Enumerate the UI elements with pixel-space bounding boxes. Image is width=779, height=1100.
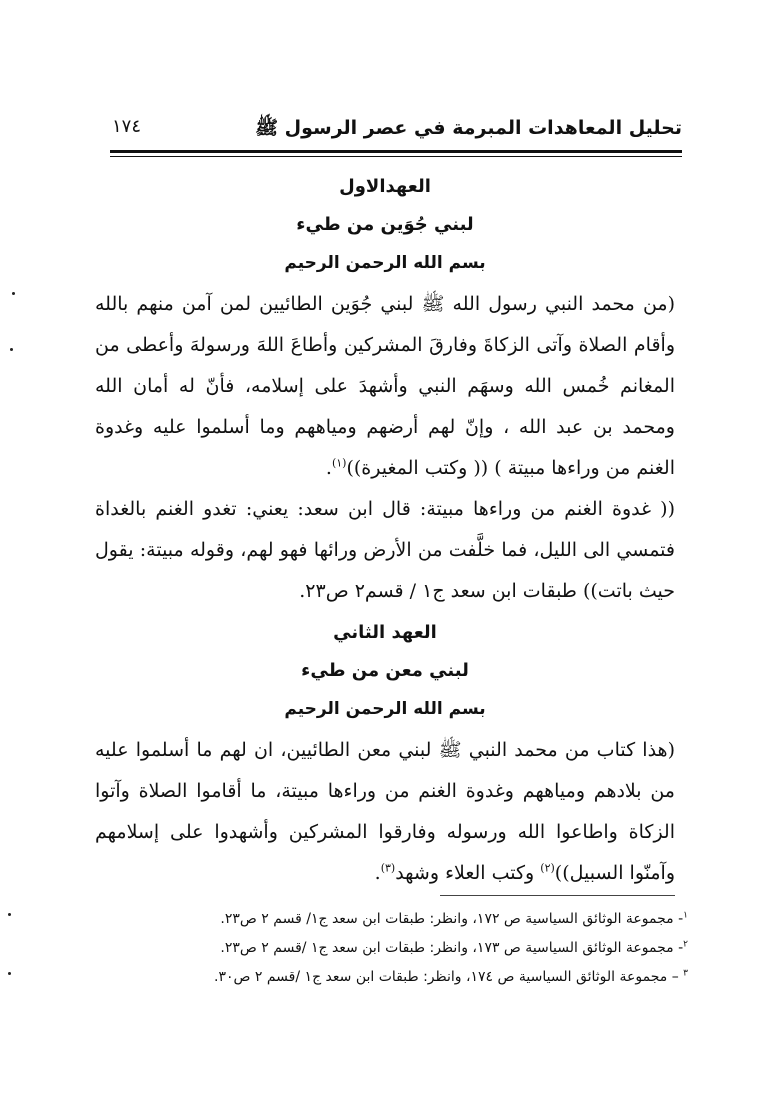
footnote-separator — [440, 895, 675, 896]
footnote-3-marker: ٣ — [683, 968, 688, 979]
covenant-1-end: . — [325, 457, 332, 479]
footnote-3-text: – مجموعة الوثائق السياسية ص ١٧٤، وانظر: طبقات ابن سعد ج١ /قسم ٢ ص٣٠. — [213, 969, 684, 985]
header-rule-thick — [110, 150, 682, 153]
covenant-2-mid: وكتب العلاء وشهد — [395, 862, 535, 884]
main-content — [95, 168, 675, 894]
covenant-1-text — [95, 284, 675, 489]
covenant-2-text — [95, 730, 675, 894]
footnotes — [110, 905, 688, 992]
footnote-1-text: - مجموعة الوثائق السياسية ص ١٧٢، وانظر: طبقات ابن سعد ج١/ قسم ٢ ص٢٣. — [220, 911, 684, 927]
header-rule-thin — [110, 156, 682, 157]
covenant-2-title: العهد الثاني — [333, 622, 437, 643]
footnote-1 — [110, 905, 688, 934]
footnote-2-text: - مجموعة الوثائق السياسية ص ١٧٣، وانظر: طبقات ابن سعد ج١ /قسم ٢ ص٢٣. — [220, 940, 684, 956]
running-header — [110, 112, 682, 146]
covenant-1-explanation: (( غدوة الغنم من وراءها مبيتة: قال ابن سعد: يعني: تغدو الغنم بالغداة فتمسي الى الليل، فما خلَّفت من الأرض ورائها فهو لهم، وقوله مبيتة: يقول حيث باتت)) طبقات ابن سعد ج١ / قسم٢ ص٢٣. — [95, 498, 675, 602]
page-number: ١٧٤ — [112, 116, 142, 137]
covenant-1-title: العهدالاول — [339, 176, 431, 197]
scan-speck — [12, 292, 15, 295]
covenant-1-subtitle: لبني جُوَين من طيء — [296, 214, 474, 235]
covenant-1-basmala: بسم الله الرحمن الرحيم — [284, 253, 486, 273]
scan-speck — [8, 972, 11, 975]
covenant-2-end: . — [374, 862, 381, 884]
footnote-3 — [110, 963, 688, 992]
covenant-2-body: (هذا كتاب من محمد النبي ﷺ لبني معن الطائيين، ان لهم ما أسلموا عليه من بلادهم ومياههم وغدوة الغنم من وراءها مبيتة، ما أقاموا الصلاة وآتوا الزكاة واطاعوا الله ورسوله وفارقوا المشركين وأشهدوا على إسلامهم وآمنّوا السبيل)) — [95, 739, 675, 884]
footnote-2-marker: ٢ — [683, 939, 688, 950]
covenant-1-body: (من محمد النبي رسول الله ﷺ لبني جُوَين الطائيين لمن آمن منهم بالله وأقام الصلاة وآتى الزكاةَ وفارقَ المشركين وأطاعَ اللهَ ورسولهَ وأعطى من المغانم خُمس الله وسهَم النبي وأشهدَ على إسلامه، فأنّ له أمان الله ومحمد بن عبد الله ، وإنّ لهم أرضهم ومياههم وما أسلموا عليه وغدوة الغنم من وراءها مبيتة ) (( وكتب المغيرة)) — [95, 293, 675, 479]
footnote-2 — [110, 934, 688, 963]
scan-speck — [8, 913, 11, 916]
footnote-ref-2: (٢) — [540, 861, 555, 875]
footnote-ref-3: (٣) — [380, 861, 396, 875]
footnote-ref-1: (١) — [331, 456, 347, 470]
footnote-1-marker: ١ — [683, 910, 688, 921]
covenant-2-subtitle: لبني معن من طيء — [301, 660, 469, 681]
header-title: تحليل المعاهدات المبرمة في عصر الرسول ﷺ — [255, 117, 682, 139]
scan-speck — [10, 348, 13, 351]
covenant-2-basmala: بسم الله الرحمن الرحيم — [284, 699, 486, 719]
